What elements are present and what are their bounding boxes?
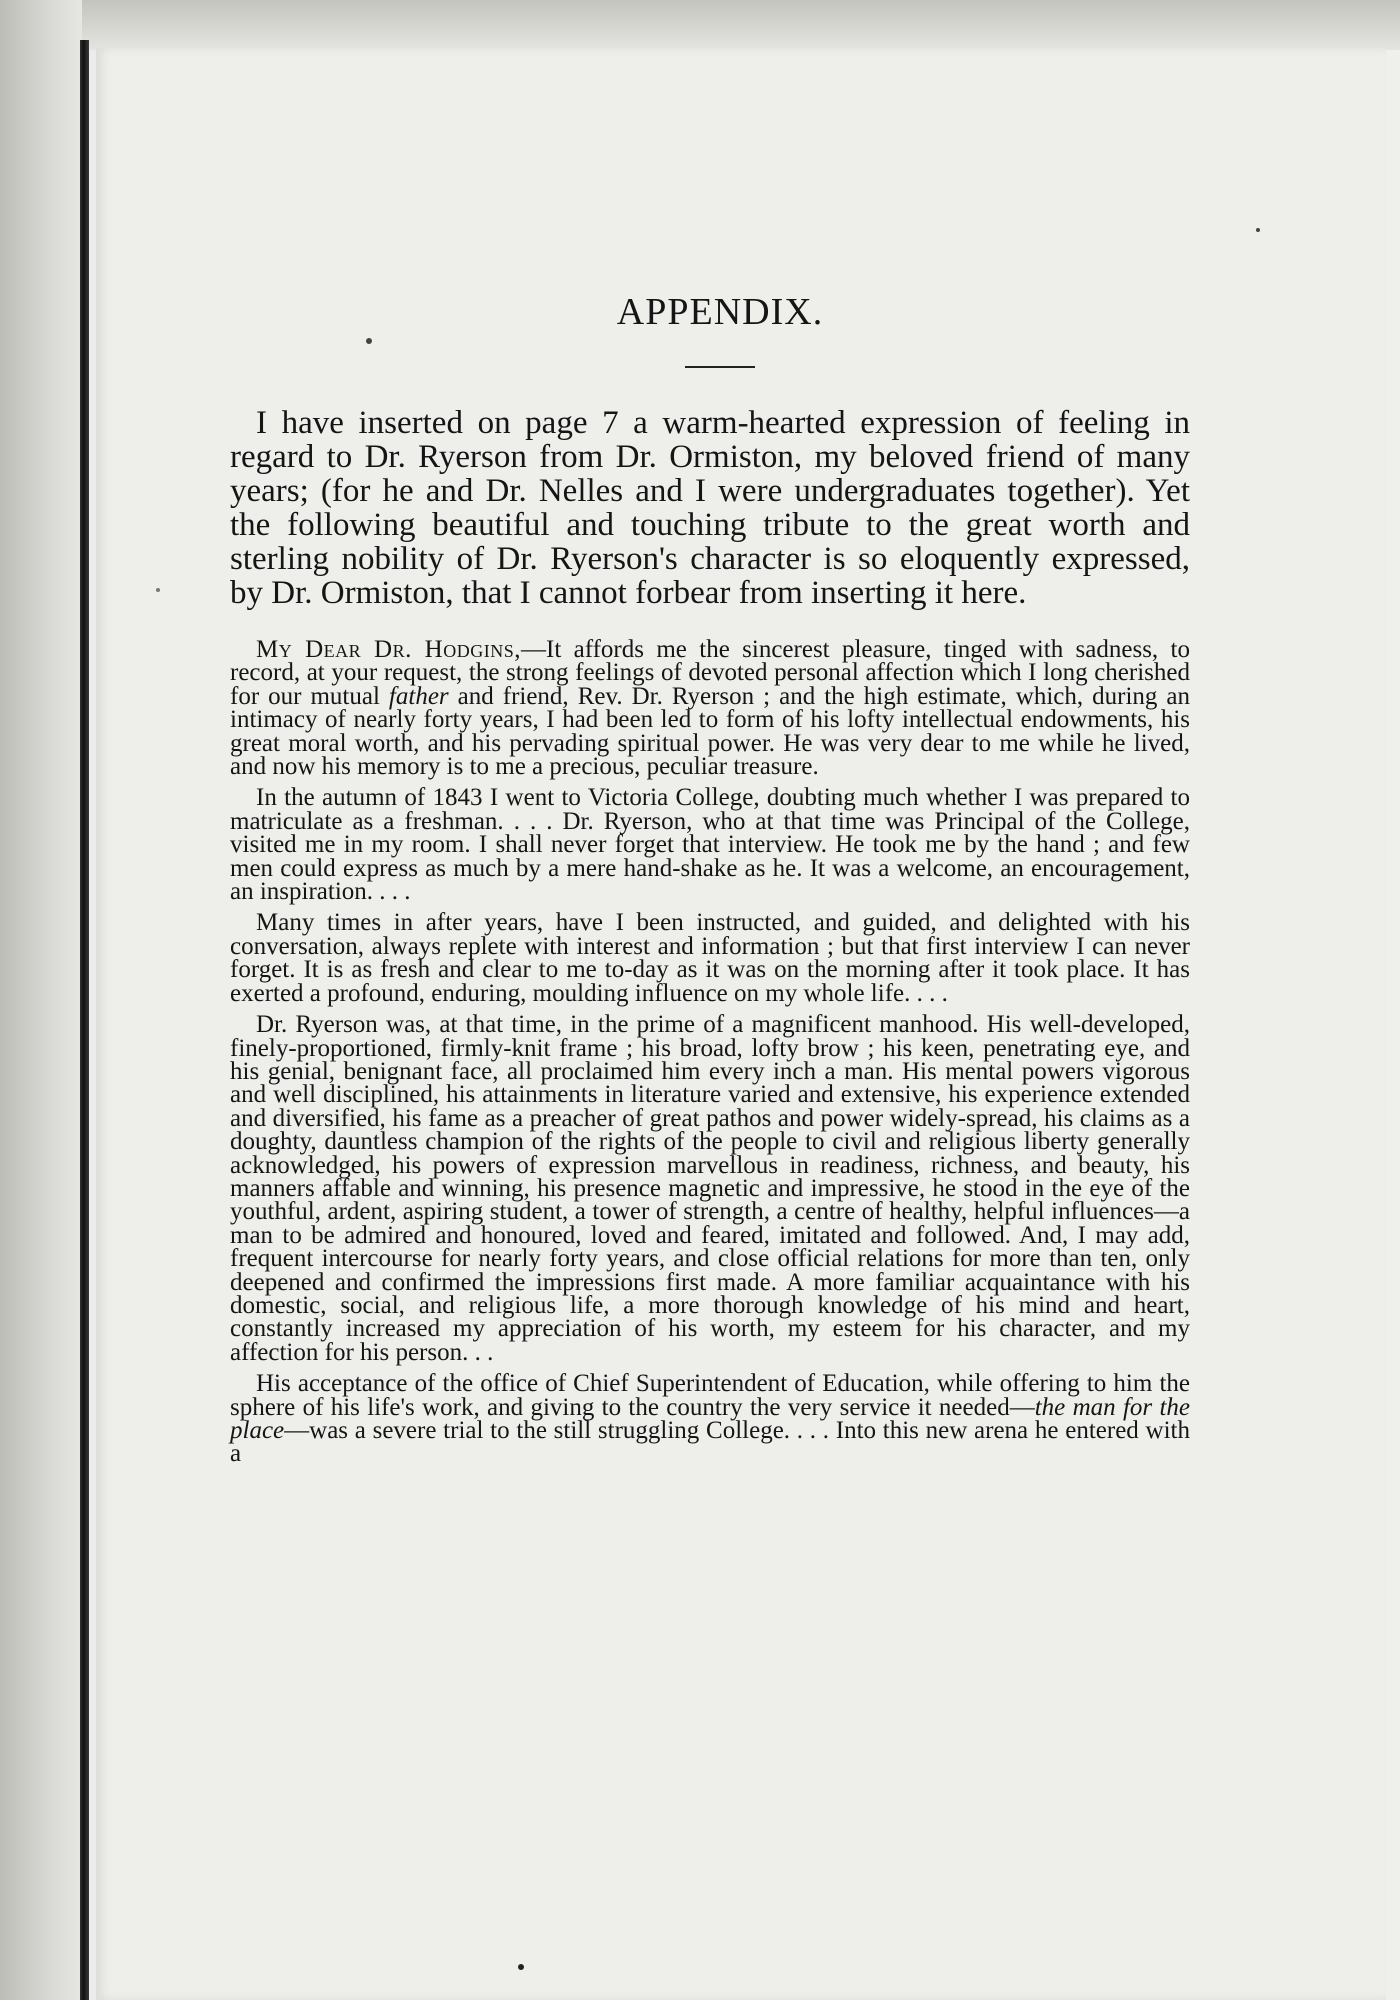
letter-p1-text-a: —It affords me the sincerest pleasure, tinged with sadness, to record, at your request, the strong feelings of devoted personal affection which I long cherished for our mutual [230,636,1190,710]
intro-paragraph: I have inserted on page 7 a warm-hearted expression of feeling in regard to Dr. Ryerson from Dr. Ormiston, my beloved friend of many years; (for he and Dr. Nelles and I were undergraduates together). Yet the following beautiful and touching tribute to the great worth and sterling nobility of Dr. Ryerson's character is so eloquently expressed, by Dr. Ormiston, that I cannot forbear from inserting it here. [230,405,1190,611]
letter-p5-text-b: —was a severe trial to the still struggling College. . . . Into this new arena he entered with a [230,1417,1190,1468]
heading-rule [685,366,755,368]
letter-paragraph-2: In the autumn of 1843 I went to Victoria College, doubting much whether I was prepared to matriculate as a freshman. . . . Dr. Ryerson, who at that time was Principal of the College, visited me in my room. I shall never forget that interview. He took me by the hand ; and few men could express as much by a mere hand-shake as he. It was a welcome, an encouragement, an inspiration. . . . [230,784,1190,906]
letter-paragraph-5 [230,1372,1190,1466]
letter-p5-text-a: His acceptance of the office of Chief Superintendent of Education, while offering to him the sphere of his life's work, and giving to the country the very service it needed— [230,1370,1190,1421]
letter-salutation: My Dear Dr. Hodgins, [256,636,521,663]
speck-mark [1256,228,1260,232]
facing-page-edge [0,0,82,2000]
letter-paragraph-4: Dr. Ryerson was, at that time, in the prime of a magnificent manhood. His well-developed, finely-proportioned, firmly-knit frame ; his broad, lofty brow ; his keen, penetrating eye, and his genial, benignant face, all proclaimed him every inch a man. His mental powers vigorous and well disciplined, his attainments in literature varied and extensive, his experience extended and diversified, his fame as a preacher of great pathos and power widely-spread, his claims as a doughty, dauntless champion of the rights of the people to civil and religious liberty generally acknowledged, his powers of expression marvellous in readiness, richness, and beauty, his manners affable and winning, his presence magnetic and impressive, he stood in the eye of the youthful, ardent, aspiring student, a tower of strength, a centre of healthy, helpful influences—a man to be admired and honoured, loved and feared, imitated and followed. And, I may add, frequent intercourse for nearly forty years, and close official relations for more than ten, only deepened and confirmed the impressions first made. A more familiar acquaintance with his domestic, social, and religious life, a more thorough knowledge of his mind and heart, constantly increased my appreciation of his worth, my esteem for his character, and my affection for his person. . . [230,1011,1190,1366]
page-heading: APPENDIX. [616,291,824,333]
letter-paragraph-3: Many times in after years, have I been instructed, and guided, and delighted with his conversation, always replete with interest and information ; but that first interview I can never forget. It is as fresh and clear to me to-day as it was on the morning after it took place. It has exerted a profound, enduring, moulding influence on my whole life. . . . [230,909,1190,1007]
letter-body [230,638,1190,1466]
letter-p1-italic: father [388,682,449,710]
letter-p1-text-b: and friend, Rev. Dr. Ryerson ; and the high estimate, which, during an intimacy of nearly forty years, I had been led to form of his lofty intellectual endowments, his great moral worth, and his pervading spiritual power. He was very dear to me while he lived, and now his memory is to me a precious, peculiar treasure. [230,682,1190,781]
page-content [230,290,1190,1474]
speck-mark [156,588,160,592]
scan-top-band [0,0,1400,50]
bottom-speck [518,1964,524,1970]
letter-paragraph-1 [230,636,1190,781]
letter-p5-italic: the man for the place [230,1393,1190,1444]
book-gutter [80,40,89,2000]
